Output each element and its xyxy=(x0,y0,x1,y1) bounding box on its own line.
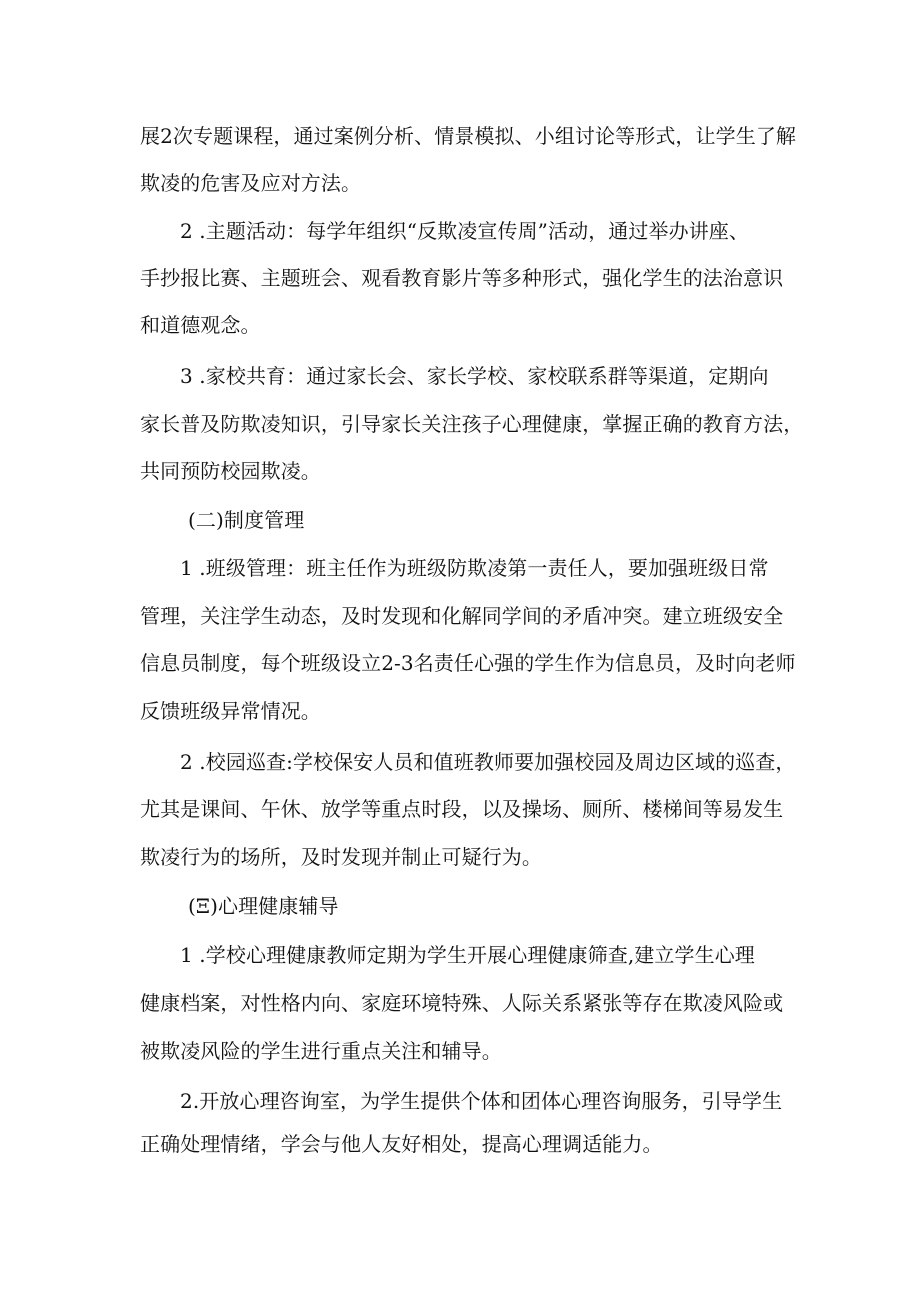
paragraph-line: 欺凌行为的场所，及时发现并制止可疑行为。 xyxy=(140,845,542,869)
paragraph-line: 共同预防校园欺凌。 xyxy=(140,459,321,483)
paragraph-line: 和道德观念。 xyxy=(140,313,261,337)
paragraph-line: 健康档案，对性格内向、家庭环境特殊、人际关系紧张等存在欺凌风险或 xyxy=(140,991,784,1015)
paragraph-line: 展2次专题课程，通过案例分析、情景模拟、小组讨论等形式，让学生了解 xyxy=(140,124,797,148)
section-heading: (Ξ)心理健康辅导 xyxy=(188,894,339,918)
paragraph-line: 2 .校园巡查:学校保安人员和值班教师要加强校园及周边区域的巡查， xyxy=(180,750,796,774)
section-heading: (二)制度管理 xyxy=(188,508,305,532)
paragraph-line: 1 .学校心理健康教师定期为学生开展心理健康筛查,建立学生心理 xyxy=(180,943,755,967)
paragraph-line: 2 .主题活动：每学年组织“反欺凌宣传周”活动，通过举办讲座、 xyxy=(180,219,749,243)
paragraph-line: 尤其是课间、午休、放学等重点时段，以及操场、厕所、楼梯间等易发生 xyxy=(140,797,784,821)
paragraph-line: 3 .家校共育：通过家长会、家长学校、家校联系群等渠道，定期向 xyxy=(180,364,769,388)
paragraph-line: 反馈班级异常情况。 xyxy=(140,699,321,723)
paragraph-line: 家长普及防欺凌知识，引导家长关注孩子心理健康，掌握正确的教育方法， xyxy=(140,412,804,436)
paragraph-line: 1 .班级管理：班主任作为班级防欺凌第一责任人，要加强班级日常 xyxy=(180,556,769,580)
paragraph-line: 管理，关注学生动态，及时发现和化解同学间的矛盾冲突。建立班级安全 xyxy=(140,604,784,628)
paragraph-line: 信息员制度，每个班级设立2-3名责任心强的学生作为信息员，及时向老师 xyxy=(140,651,796,675)
paragraph-line: 2.开放心理咨询室，为学生提供个体和团体心理咨询服务，引导学生 xyxy=(180,1089,783,1113)
paragraph-line: 欺凌的危害及应对方法。 xyxy=(140,171,362,195)
paragraph-line: 手抄报比赛、主题班会、观看教育影片等多种形式，强化学生的法治意识 xyxy=(140,266,784,290)
paragraph-line: 正确处理情绪，学会与他人友好相处，提高心理调适能力。 xyxy=(140,1132,663,1156)
paragraph-line: 被欺凌风险的学生进行重点关注和辅导。 xyxy=(140,1039,502,1063)
